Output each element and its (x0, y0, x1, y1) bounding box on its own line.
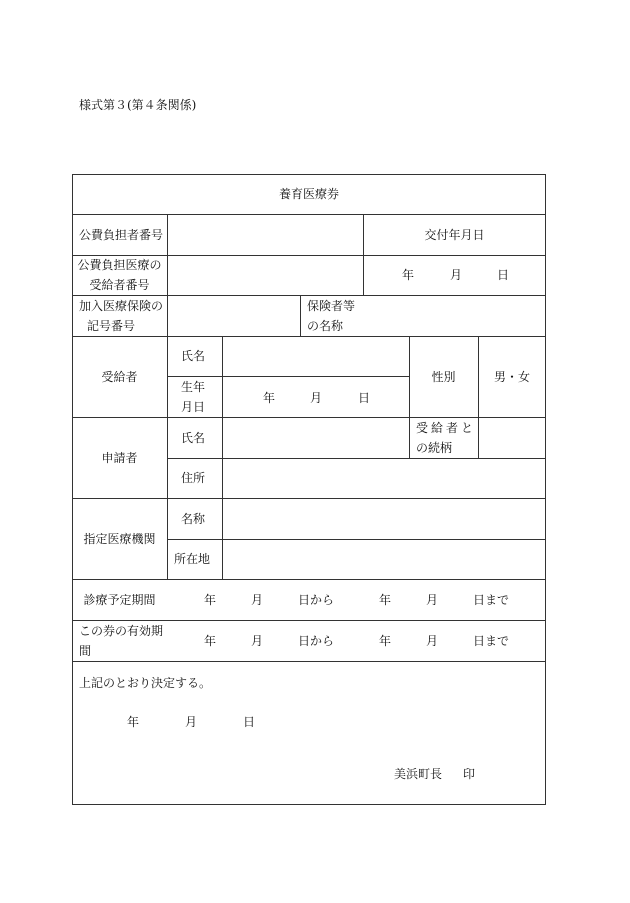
treatment-period-label: 診療予定期間 (83, 592, 156, 607)
institution-location-label: 所在地 (174, 552, 211, 566)
issue-date-field[interactable] (364, 256, 546, 295)
birthdate-day: 日 (358, 391, 371, 405)
validity-from-day: 日から (298, 634, 335, 648)
recipient-birthdate-label (167, 376, 222, 417)
issue-date-year: 年 (402, 268, 415, 282)
treatment-to-day: 日まで (473, 593, 510, 607)
public-payer-number-field[interactable] (168, 215, 363, 255)
form-title: 養育医療券 (278, 187, 339, 201)
insurer-name-label-line2: の名称 (307, 318, 344, 333)
decision-block (72, 662, 546, 805)
validity-period-label (72, 620, 167, 661)
relationship-label-line1: 受給者と (416, 420, 477, 435)
relationship-label-line2: の続柄 (416, 440, 453, 455)
treatment-period-field[interactable] (168, 580, 546, 620)
public-payer-number-label: 公費負担者番号 (79, 227, 164, 242)
issue-date-month: 月 (450, 268, 463, 282)
validity-period-field[interactable] (168, 621, 546, 661)
insurance-number-label (72, 295, 167, 336)
institution-name-label: 名称 (181, 511, 206, 526)
recipient-label: 受給者 (101, 369, 138, 384)
treatment-from-day: 日から (298, 593, 335, 607)
insurance-number-label-line2: 記号番号 (87, 318, 136, 333)
applicant-name-label: 氏名 (181, 430, 206, 445)
insurance-number-label-line1: 加入医療保険の (79, 298, 164, 313)
recipient-number-label (72, 255, 167, 295)
validity-period-label-line1: この券の有効期 (79, 623, 164, 638)
relationship-field[interactable] (479, 418, 546, 458)
applicant-name-field[interactable] (223, 418, 409, 458)
decision-date-day: 日 (243, 715, 256, 729)
applicant-address-field[interactable] (223, 459, 546, 498)
form-style-label: 様式第３(第４条関係) (79, 98, 197, 112)
decision-date-year: 年 (127, 715, 140, 729)
treatment-from-year: 年 (204, 593, 217, 607)
sex-options[interactable]: 男・女 (493, 369, 530, 384)
recipient-name-field[interactable] (223, 337, 409, 376)
birthdate-year: 年 (263, 391, 276, 405)
recipient-number-label-line1: 公費負担医療の (77, 258, 162, 272)
validity-period-label-line2: 間 (79, 643, 92, 658)
recipient-birthdate-label-line1: 生年 (181, 379, 206, 394)
validity-from-month: 月 (251, 634, 264, 648)
insurance-number-field[interactable] (168, 296, 300, 336)
medical-care-ticket-form (72, 174, 546, 805)
validity-from-year: 年 (204, 634, 217, 648)
validity-to-day: 日まで (473, 634, 510, 648)
treatment-to-year: 年 (379, 593, 392, 607)
institution-location-field[interactable] (223, 540, 546, 579)
relationship-label (409, 417, 478, 458)
decision-date-month: 月 (185, 715, 198, 729)
seal-mark: 印 (463, 767, 476, 781)
birthdate-month: 月 (310, 391, 323, 405)
recipient-number-label-line2: 受給者番号 (89, 278, 150, 292)
applicant-label: 申請者 (101, 450, 138, 465)
insurer-name-field[interactable] (364, 296, 546, 336)
applicant-address-label: 住所 (181, 471, 206, 485)
validity-to-year: 年 (379, 634, 392, 648)
treatment-from-month: 月 (251, 593, 264, 607)
issue-date-day: 日 (497, 268, 510, 282)
issue-date-label: 交付年月日 (424, 227, 485, 242)
insurer-name-label (300, 295, 363, 336)
issuer-name: 美浜町長 (394, 767, 443, 781)
recipient-name-label: 氏名 (181, 349, 206, 363)
validity-to-month: 月 (426, 634, 439, 648)
decision-text: 上記のとおり決定する。 (79, 676, 212, 690)
institution-label: 指定医療機関 (83, 531, 156, 546)
treatment-to-month: 月 (426, 593, 439, 607)
institution-name-field[interactable] (223, 499, 546, 539)
recipient-birthdate-label-line2: 月日 (181, 399, 206, 414)
recipient-number-field[interactable] (168, 256, 363, 295)
sex-label: 性別 (431, 369, 456, 384)
recipient-birthdate-field[interactable] (223, 377, 409, 417)
insurer-name-label-line1: 保険者等 (307, 298, 356, 313)
